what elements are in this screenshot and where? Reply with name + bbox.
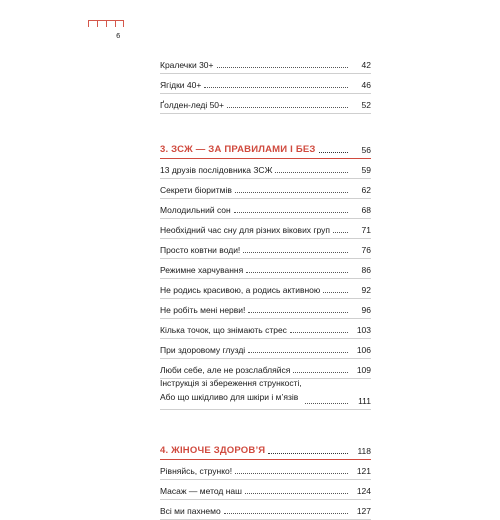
toc-entry[interactable] (160, 199, 371, 219)
toc-entry-title: Режимне харчування (160, 265, 244, 275)
dot-leader (245, 493, 348, 494)
toc-entry-title: Необхідний час сну для різних вікових груп (160, 225, 331, 235)
toc-section-heading[interactable] (160, 437, 371, 460)
dot-leader (290, 332, 348, 333)
toc-entry-multiline[interactable] (160, 379, 371, 410)
toc-entry[interactable] (160, 219, 371, 239)
toc-entry-title: Молодильний сон (160, 205, 231, 215)
toc-entry-title-line1: Інструкція зі збереження стрункості, (160, 378, 302, 388)
dot-leader (248, 312, 348, 313)
dot-leader (243, 252, 348, 253)
toc-entry-page: 52 (361, 100, 371, 110)
table-of-contents (160, 54, 371, 520)
toc-entry-title: Просто ковтни води! (160, 245, 241, 255)
toc-entry-page: 42 (361, 60, 371, 70)
toc-entry[interactable] (160, 239, 371, 259)
dot-leader (305, 403, 348, 404)
dot-leader (235, 473, 348, 474)
toc-entry[interactable] (160, 74, 371, 94)
dot-leader (319, 152, 348, 153)
dot-leader (217, 67, 349, 68)
toc-entry-page: 109 (356, 365, 371, 375)
toc-entry-title: Секрети біоритмів (160, 185, 232, 195)
toc-entry-title: Кілька точок, що знімають стрес (160, 325, 287, 335)
toc-entry-title: 13 друзів послідовника ЗСЖ (160, 165, 273, 175)
toc-entry-page: 124 (356, 486, 371, 496)
header-tick (115, 20, 116, 27)
toc-entry-page: 121 (356, 466, 371, 476)
section-title: 3. ЗСЖ — ЗА ПРАВИЛАМИ І БЕЗ (160, 144, 316, 155)
toc-entry[interactable] (160, 259, 371, 279)
dot-leader (224, 513, 348, 514)
toc-entry-title: Люби себе, але не розслабляйся (160, 365, 291, 375)
toc-entry-page: 103 (356, 325, 371, 335)
toc-entry-page: 71 (361, 225, 371, 235)
toc-section-heading[interactable] (160, 136, 371, 159)
toc-entry[interactable] (160, 299, 371, 319)
dot-leader (275, 172, 348, 173)
dot-leader (204, 87, 348, 88)
toc-entry-page: 86 (361, 265, 371, 275)
header-tick (106, 20, 107, 27)
toc-entry[interactable] (160, 480, 371, 500)
toc-entry-page: 62 (361, 185, 371, 195)
toc-entry[interactable] (160, 460, 371, 480)
toc-entry-title: Рівняйсь, струнко! (160, 466, 233, 476)
toc-entry-page: 92 (361, 285, 371, 295)
toc-entry-title: Кралечки 30+ (160, 60, 214, 70)
toc-entry[interactable] (160, 279, 371, 299)
toc-entry[interactable] (160, 339, 371, 359)
dot-leader (234, 212, 348, 213)
toc-entry-title: Всі ми пахнемо (160, 506, 221, 516)
toc-entry[interactable] (160, 54, 371, 74)
toc-entry[interactable] (160, 159, 371, 179)
header-tick (123, 20, 124, 27)
section-page: 118 (357, 446, 371, 456)
dot-leader (268, 453, 348, 454)
toc-entry-page: 127 (356, 506, 371, 516)
section-page: 56 (361, 145, 371, 155)
toc-entry-page: 106 (356, 345, 371, 355)
dot-leader (246, 272, 348, 273)
dot-leader (248, 352, 348, 353)
toc-entry[interactable] (160, 500, 371, 520)
dot-leader (227, 107, 348, 108)
page-header-mark (88, 20, 124, 46)
toc-entry[interactable] (160, 359, 371, 379)
toc-entry[interactable] (160, 179, 371, 199)
header-tick (97, 20, 98, 27)
toc-entry[interactable] (160, 319, 371, 339)
page-number: 6 (116, 32, 121, 40)
toc-entry-title: Ягідки 40+ (160, 80, 202, 90)
header-tick (88, 20, 89, 27)
dot-leader (323, 292, 348, 293)
dot-leader (293, 372, 348, 373)
dot-leader (235, 192, 348, 193)
toc-entry-title: Масаж — метод наш (160, 486, 242, 496)
toc-entry-title: Не родись красивою, а родись активною (160, 285, 321, 295)
toc-entry-page: 59 (361, 165, 371, 175)
toc-entry-page: 111 (358, 396, 371, 406)
toc-entry-title: Не робіть мені нерви! (160, 305, 246, 315)
section-title: 4. ЖІНОЧЕ ЗДОРОВ’Я (160, 445, 266, 456)
toc-entry-title-line2: Або що шкідливо для шкіри і м’язів (160, 392, 299, 402)
toc-entry-page: 68 (361, 205, 371, 215)
toc-entry[interactable] (160, 94, 371, 114)
dot-leader (333, 232, 348, 233)
toc-entry-page: 76 (361, 245, 371, 255)
toc-entry-title: При здоровому глузді (160, 345, 246, 355)
toc-entry-page: 46 (361, 80, 371, 90)
toc-entry-title: Ґолден-леді 50+ (160, 100, 224, 110)
toc-entry-page: 96 (361, 305, 371, 315)
toc-entry-title-lines (160, 378, 302, 409)
